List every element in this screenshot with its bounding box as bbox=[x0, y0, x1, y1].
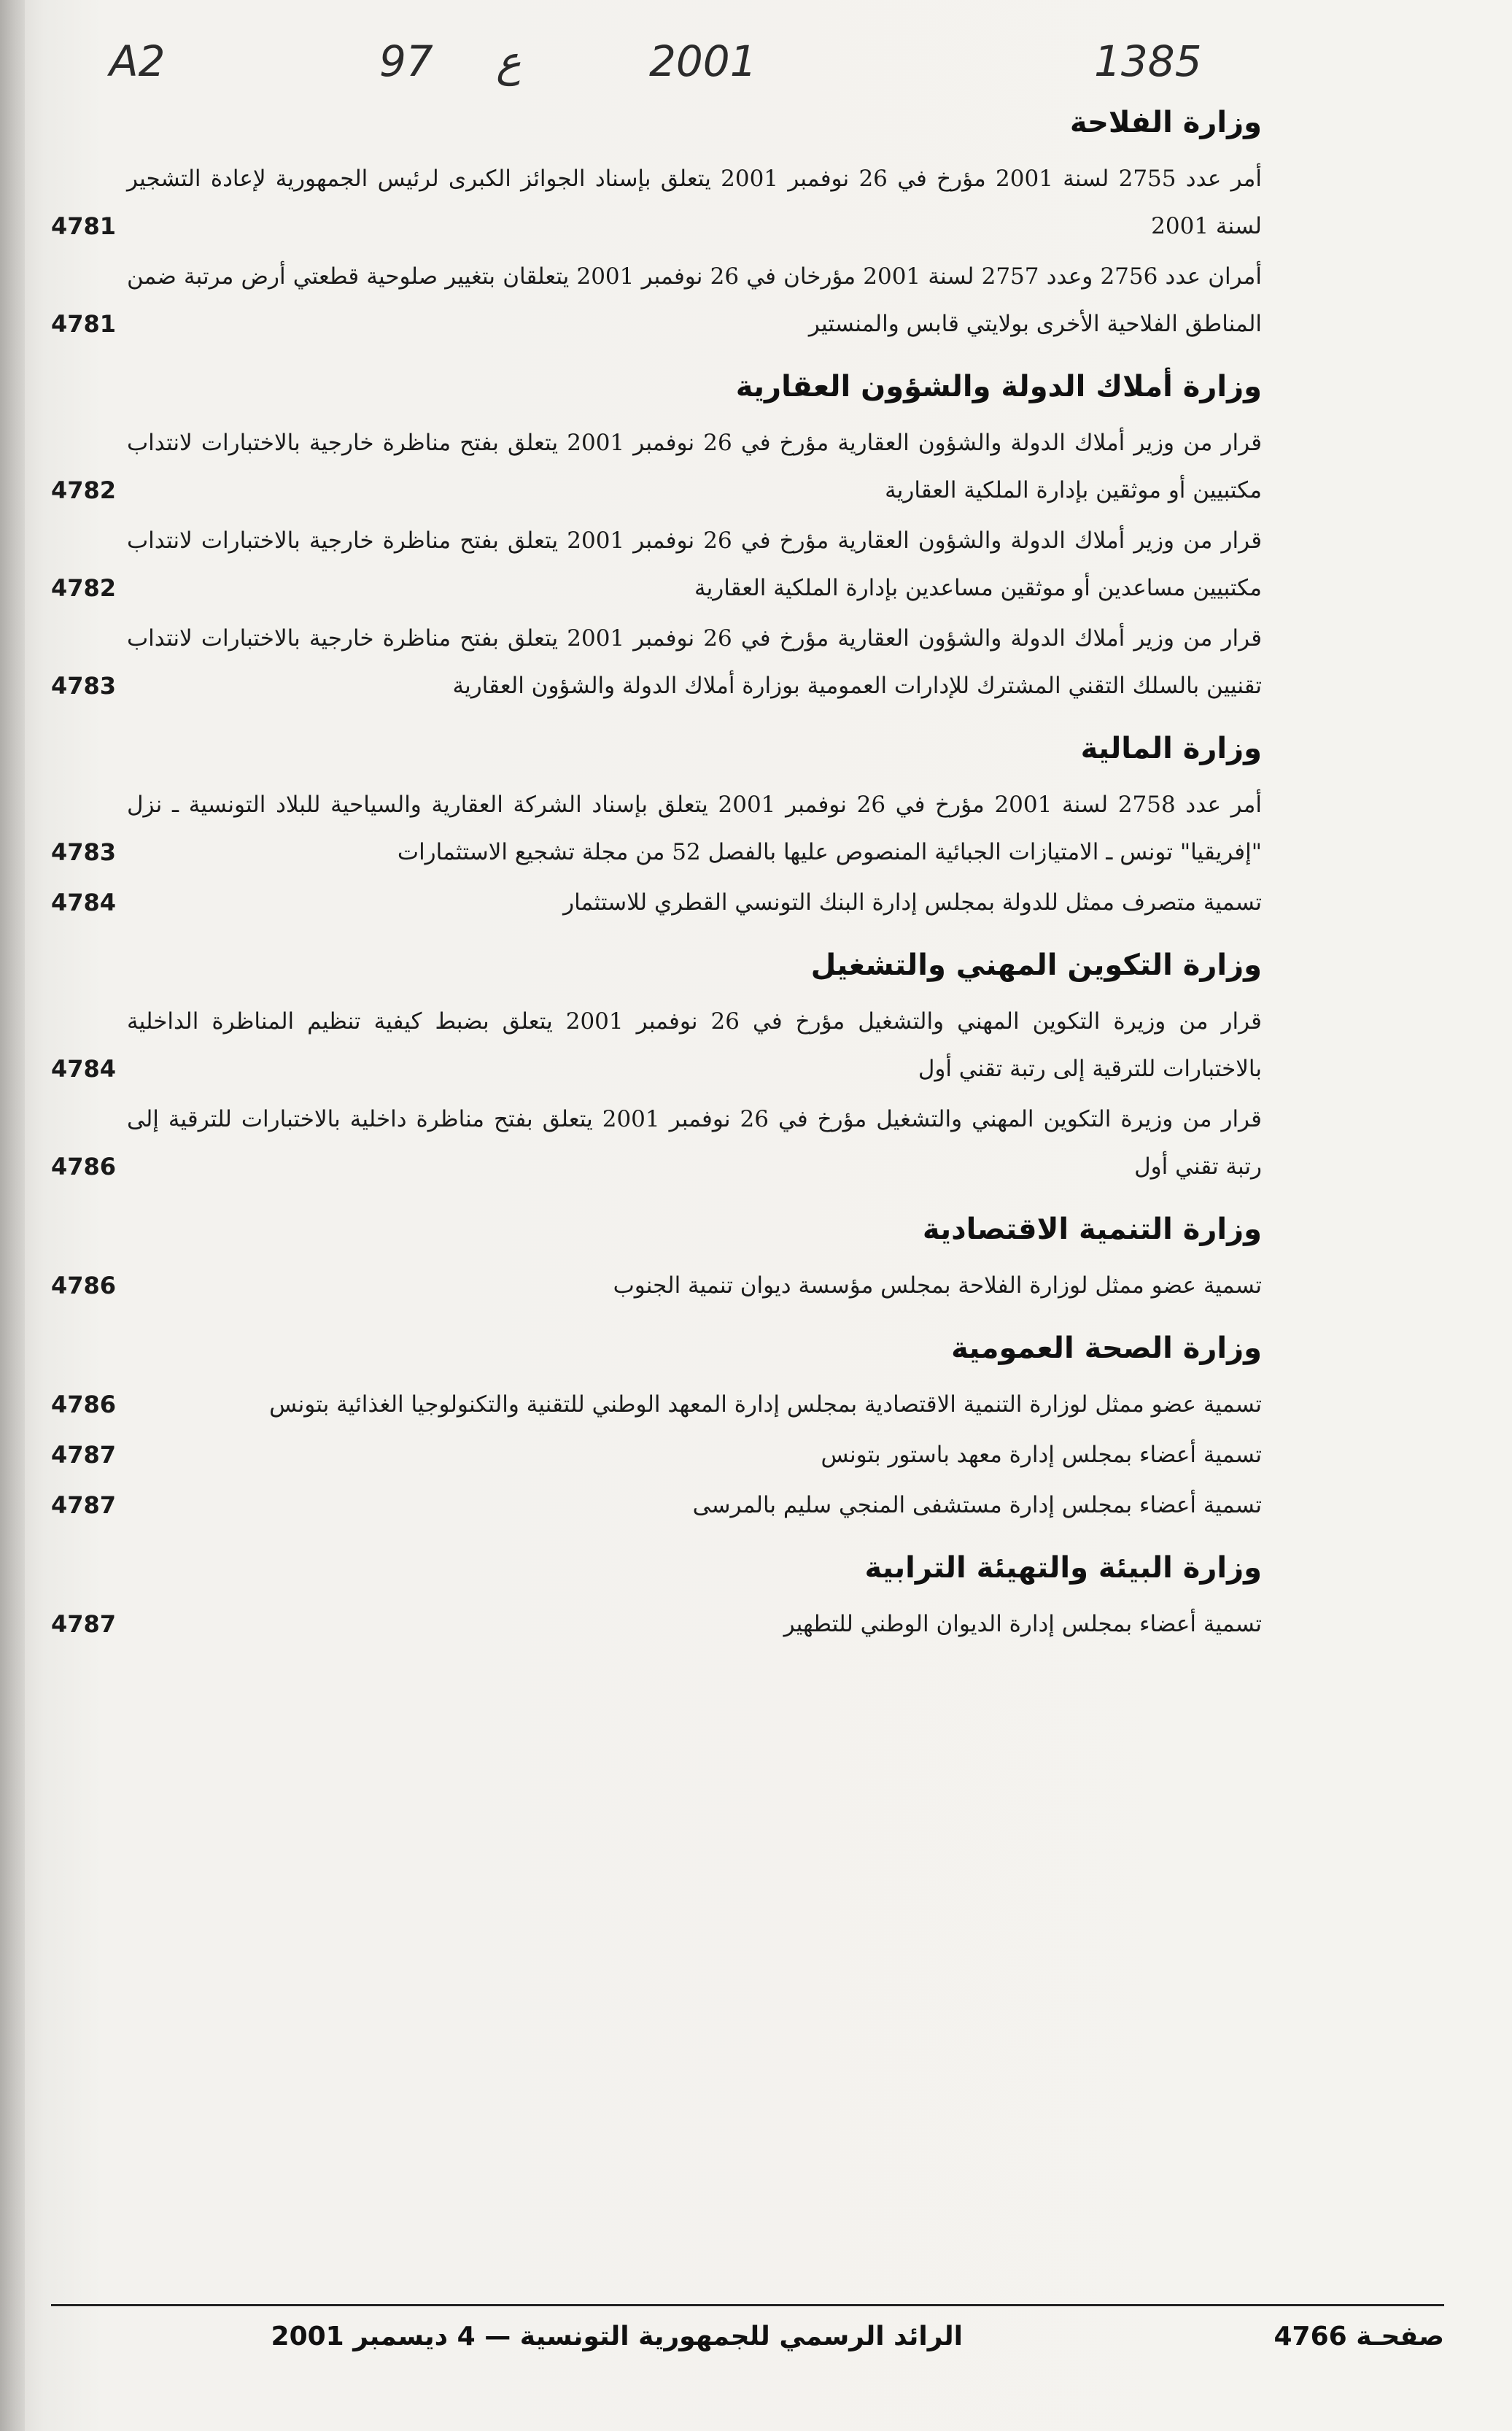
entry-page-number: 4782 bbox=[51, 574, 117, 602]
entry-text: قرار من وزير أملاك الدولة والشؤون العقارية مؤرخ في 26 نوفمبر 2001 يتعلق بفتح مناظرة خارجية بالاختبارات لانتداب مكتبيين مساعدين أو موثقين مساعدين بإدارة الملكية العقارية bbox=[127, 527, 1263, 601]
toc-entry bbox=[51, 615, 1262, 710]
entry-text: تسمية عضو ممثل لوزارة الفلاحة بمجلس مؤسسة ديوان تنمية الجنوب bbox=[613, 1272, 1262, 1299]
entry-text: قرار من وزيرة التكوين المهني والتشغيل مؤرخ في 26 نوفمبر 2001 يتعلق بفتح مناظرة داخلية بالاختبارات للترقية إلى رتبة تقني أول bbox=[127, 1106, 1262, 1180]
entry-page-number: 4786 bbox=[51, 1272, 117, 1299]
ministry-title: وزارة الفلاحة bbox=[1069, 106, 1262, 139]
entry-page-number: 4786 bbox=[51, 1153, 117, 1180]
entry-text: أمران عدد 2756 وعدد 2757 لسنة 2001 مؤرخان في 26 نوفمبر 2001 يتعلقان بتغيير صلوحية قطعتي أرض مرتبة ضمن المناطق الفلاحية الأخرى بولايتي قابس والمنستير bbox=[127, 263, 1262, 337]
entry-page-number: 4783 bbox=[51, 838, 117, 866]
ministry-section bbox=[51, 941, 1262, 1191]
handwritten-note-right: 1385 bbox=[1094, 36, 1202, 86]
entry-text: قرار من وزير أملاك الدولة والشؤون العقارية مؤرخ في 26 نوفمبر 2001 يتعلق بفتح مناظرة خارجية بالاختبارات لانتداب مكتبيين أو موثقين بإدارة الملكية العقارية bbox=[127, 430, 1263, 503]
page-footer bbox=[51, 2311, 1444, 2370]
toc-entry bbox=[51, 420, 1262, 514]
ministry-title: وزارة المالية bbox=[1080, 732, 1262, 765]
entry-text: تسمية متصرف ممثل للدولة بمجلس إدارة البنك التونسي القطري للاستثمار bbox=[563, 889, 1262, 916]
toc-entry bbox=[51, 1381, 1262, 1429]
toc-entry bbox=[51, 517, 1262, 612]
toc-entry bbox=[51, 781, 1262, 876]
handwritten-note-left: A2 bbox=[109, 36, 166, 86]
toc-entry bbox=[51, 1431, 1262, 1479]
footer-page-number: صفحـة 4766 bbox=[1273, 2322, 1444, 2351]
entry-page-number: 4786 bbox=[51, 1391, 117, 1418]
entry-page-number: 4787 bbox=[51, 1491, 117, 1519]
entry-page-number: 4784 bbox=[51, 889, 117, 916]
entry-text: قرار من وزيرة التكوين المهني والتشغيل مؤرخ في 26 نوفمبر 2001 يتعلق بضبط كيفية تنظيم المناظرة الداخلية بالاختبارات للترقية إلى رتبة تقني أول bbox=[127, 1008, 1262, 1082]
entry-page-number: 4783 bbox=[51, 672, 117, 700]
entry-text: تسمية أعضاء بمجلس إدارة مستشفى المنجي سليم بالمرسى bbox=[692, 1492, 1262, 1518]
toc-entry bbox=[51, 1096, 1262, 1191]
ministry-title: وزارة التكوين المهني والتشغيل bbox=[810, 948, 1262, 982]
toc-entry bbox=[51, 879, 1262, 927]
entry-page-number: 4787 bbox=[51, 1610, 117, 1638]
ministry-title: وزارة الصحة العمومية bbox=[951, 1332, 1262, 1365]
entry-page-number: 4781 bbox=[51, 212, 117, 240]
toc-entry bbox=[51, 1262, 1262, 1310]
handwritten-note-center-1: 97 bbox=[379, 36, 433, 86]
binding-shadow bbox=[0, 0, 25, 2431]
handwritten-note-center-3: 2001 bbox=[649, 36, 757, 86]
entry-text: تسمية أعضاء بمجلس إدارة معهد باستور بتونس bbox=[821, 1442, 1262, 1468]
ministry-section bbox=[51, 1205, 1262, 1310]
ministry-section bbox=[51, 1324, 1262, 1529]
footer-divider bbox=[51, 2304, 1444, 2306]
entry-text: أمر عدد 2758 لسنة 2001 مؤرخ في 26 نوفمبر 2001 يتعلق بإسناد الشركة العقارية والسياحية للبلاد التونسية ـ نزل "إفريقيا" تونس ـ الامتيازات الجبائية المنصوص عليها بالفصل 52 من مجلة تشجيع الاستثمارات bbox=[127, 792, 1262, 865]
entry-text: تسمية عضو ممثل لوزارة التنمية الاقتصادية بمجلس إدارة المعهد الوطني للتقنية والتكنولوجيا الغذائية بتونس bbox=[269, 1391, 1262, 1418]
toc-entry bbox=[51, 1601, 1262, 1648]
ministry-title: وزارة أملاك الدولة والشؤون العقارية bbox=[735, 370, 1262, 403]
entry-text: تسمية أعضاء بمجلس إدارة الديوان الوطني للتطهير bbox=[783, 1611, 1262, 1637]
entry-page-number: 4787 bbox=[51, 1441, 117, 1469]
footer-journal-title: الرائد الرسمي للجمهورية التونسية — 4 ديسمبر 2001 bbox=[271, 2322, 963, 2351]
entry-page-number: 4784 bbox=[51, 1055, 117, 1083]
handwritten-note-center-2: ع bbox=[496, 36, 522, 86]
toc-entry bbox=[51, 253, 1262, 348]
table-of-contents bbox=[51, 98, 1262, 1661]
entry-text: أمر عدد 2755 لسنة 2001 مؤرخ في 26 نوفمبر 2001 يتعلق بإسناد الجوائز الكبرى لرئيس الجمهورية لإعادة التشجير لسنة 2001 bbox=[127, 166, 1262, 239]
entry-page-number: 4781 bbox=[51, 310, 117, 338]
ministry-section bbox=[51, 363, 1262, 710]
entry-page-number: 4782 bbox=[51, 476, 117, 504]
entry-text: قرار من وزير أملاك الدولة والشؤون العقارية مؤرخ في 26 نوفمبر 2001 يتعلق بفتح مناظرة خارجية بالاختبارات لانتداب تقنيين بالسلك التقني المشترك للإدارات العمومية بوزارة أملاك الدولة والشؤون العقارية bbox=[127, 625, 1263, 699]
ministry-title: وزارة التنمية الاقتصادية bbox=[922, 1213, 1262, 1246]
ministry-title: وزارة البيئة والتهيئة الترابية bbox=[864, 1551, 1262, 1585]
toc-entry bbox=[51, 1482, 1262, 1529]
ministry-section bbox=[51, 724, 1262, 927]
toc-entry bbox=[51, 155, 1262, 250]
ministry-section bbox=[51, 98, 1262, 348]
toc-entry bbox=[51, 998, 1262, 1093]
ministry-section bbox=[51, 1544, 1262, 1648]
